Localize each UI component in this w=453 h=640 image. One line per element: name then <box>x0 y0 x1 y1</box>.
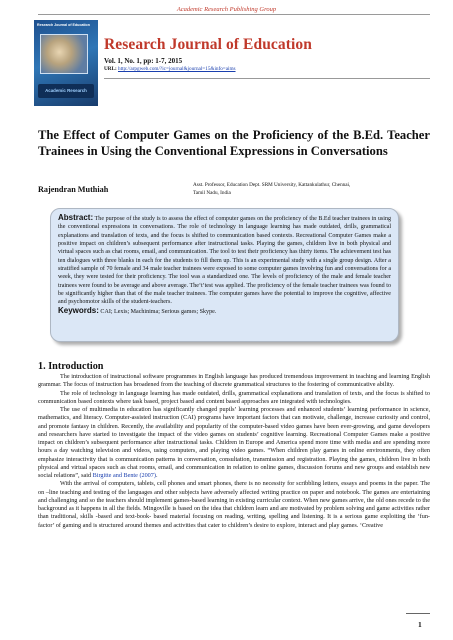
cover-title: Research Journal of Education <box>37 23 90 27</box>
keywords-text: CAI; Lexis; Machinima; Serious games; Skype. <box>100 308 217 315</box>
header-divider <box>38 14 430 15</box>
journal-cover-image <box>34 20 98 106</box>
keywords-line <box>58 307 391 316</box>
paragraph: With the arrival of computers, tablets, cell phones and smart phones, there is no necessity for scribbling letters, essays and poems in the paper. The on –line teaching and testing of the languages and other subjects have adversely affected writing practice on paper and notebook. The games are entertaining and challenging and so the teachers should implement games-based learning in existing curricular context. When new games arrive, the old ones recede to the background as it happens in all the fields. Mingoville is based on the idea that children learn and are motivated by problem solving and game activities rather than traditional, skills -based and text-book- based material focusing on reading, writing, spelling and listening. It is a serious game exploiting the ‘fun- factor’ of gaming and is structured around themes and activities that cater to children’s desire to explore, interact and play games. ‘Creative <box>38 480 430 529</box>
paper-title: The Effect of Computer Games on the Proficiency of the B.Ed. Teacher Trainees in Using the Conventional Expressions in Conversations <box>38 128 430 158</box>
cover-publisher-badge: Academic Research <box>38 84 94 98</box>
journal-header-divider <box>104 78 430 79</box>
author-affiliation <box>193 181 350 197</box>
paragraph: The introduction of instructional software programmes in English language has produced tremendous improvement in teaching and learning English grammar. The focus of instruction has broadened from the teaching of discrete grammatical structures to the fostering of communicative ability. <box>38 373 430 389</box>
abstract-text: The purpose of the study is to assess the effect of computer games on the proficiency of the B.Ed teacher trainees in using the conventional expressions in conversations. The role of technology in language learning has made outdated, drills, grammatical explanations and translation of texts, and the focus is shifted to communication based contexts. Recreational Computer Games make a positive impact on children’s subsequent performance after instructional tasks. Playing the games, children live in both physical and virtual spaces such as chat rooms, email, and communication. The tool to test their proficiency has thirty items. The achievement test has ten dialogues with three blanks in each for the students to fill them up. This is an experimental study with a single group design. After a stratified sample of 70 female and 34 male teacher trainees were exposed to some computer games involving fun and conversations for a week, they were tested for their proficiency. The tool was a standardized one. The levels of proficiency of the male and female teacher trainees were found to be average and above average. The‘t’test was applied. The proficiency of the female teacher trainees was found to be significantly higher than that of the male teacher trainees. The computer games have the potential to improve the cognitive, affective and psychomotor skills of the student-teachers. <box>58 216 392 306</box>
paragraph <box>38 406 430 480</box>
page-number: 1 <box>418 620 422 629</box>
url-label: URL: <box>104 66 117 72</box>
abstract-label: Abstract: <box>58 213 94 222</box>
paragraph-text: The use of multimedia in education has significantly changed pupils’ learning processes and enhanced students’ learning performance in science, mathematics, and literacy. Computer-assisted instruction (CAI) programs have important factors that can motivate, challenge, increase curiosity and control, and promote fantasy in children. Recently, the availability and popularity of the computer-based video games have been ever-growing, and game developers and researchers have started to investigate the impact of the video games on students’ cognitive learning. Recreational Computer Games make a positive impact on children’s subsequent performance after instructional tasks. Children in Europe and America spend more time with media and are spending more hours a day watching television and videos, using computers, and playing video games. “When children play games in online environments, they often emphasize interactivity that is communication patterns in conversation, consultation, transmission and registration. Playing the games, children live in both physical and virtual spaces such as chat rooms, email, and communication in relation to online games, discussion forums and new groups and establish new social relations”, said <box>38 406 430 479</box>
footer-divider <box>406 613 430 614</box>
author-name: Rajendran Muthiah <box>38 185 109 194</box>
paragraph-text: . <box>155 472 158 479</box>
journal-url-link[interactable]: http://arpgweb.com/?ic=journal&journal=15&info=aims <box>117 66 236 72</box>
affiliation-line-1: Asst. Professor, Education Dept. SRM University, Kattankulathur, Chennai, <box>193 182 351 188</box>
section-heading: 1. Introduction <box>38 361 104 372</box>
introduction-body <box>38 373 430 530</box>
affiliation-line-2: Tamil Nadu, India <box>193 190 231 196</box>
citation-link[interactable]: Birgitte and Bente (2007) <box>92 472 156 479</box>
keywords-label: Keywords: <box>58 305 99 315</box>
journal-url-line <box>104 66 236 72</box>
abstract-box <box>50 208 399 342</box>
journal-title: Research Journal of Education <box>104 36 312 53</box>
paragraph: The role of technology in language learning has made outdated, drills, grammatical explanations and translation of texts, and the focus is shifted to communication based contexts where task based, project based and content based approaches are integrated with technologies. <box>38 389 430 405</box>
cover-photo <box>40 34 88 74</box>
volume-info: Vol. 1, No. 1, pp: 1-7, 2015 <box>104 57 183 65</box>
publisher-name: Academic Research Publishing Group <box>176 6 277 13</box>
